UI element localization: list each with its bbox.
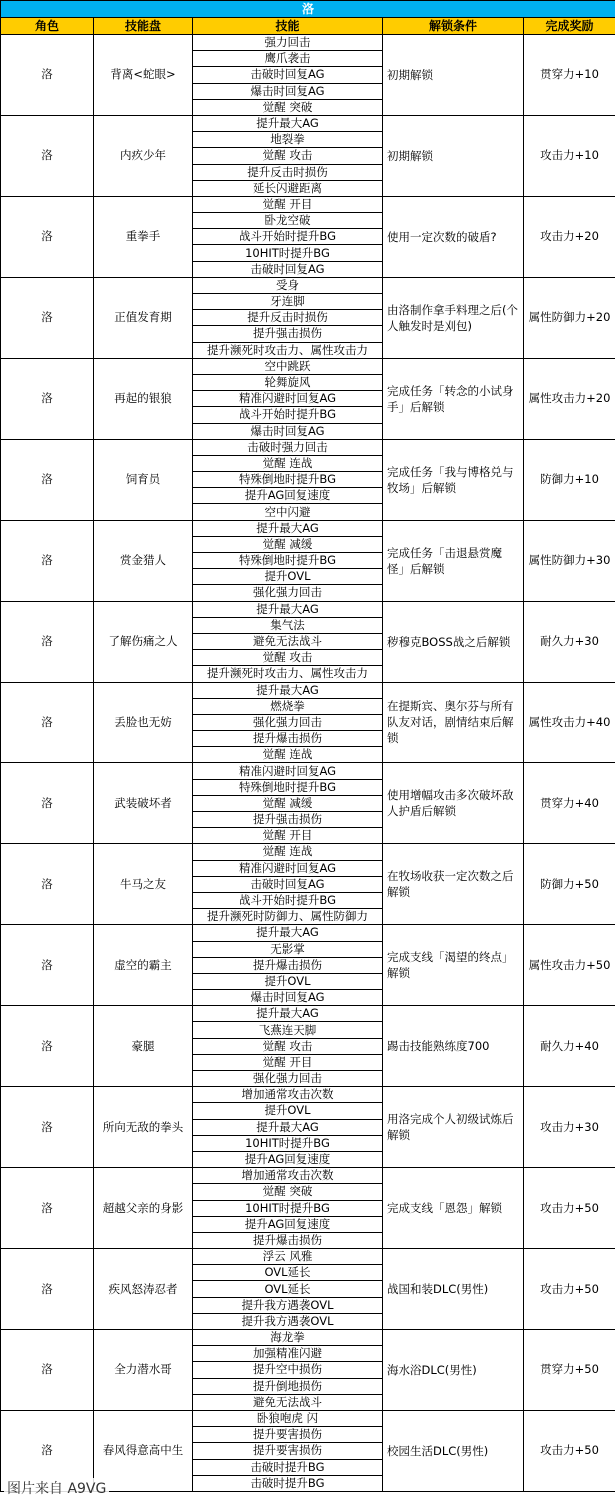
reward-cell: 贯穿力+10 [524, 35, 615, 116]
table-row [1, 1006, 615, 1022]
skill-cell: 卧龙空破 [193, 213, 383, 229]
skill-disc-cell: 牛马之友 [94, 844, 193, 925]
skill-cell: 提升濒死时攻击力、属性攻击力 [193, 666, 383, 682]
skill-cell: OVL延长 [193, 1281, 383, 1297]
character-cell: 洛 [1, 925, 94, 1006]
reward-cell: 属性攻击力+50 [524, 925, 615, 1006]
reward-cell: 属性攻击力+40 [524, 682, 615, 763]
unlock-condition-cell: 在牧场收获一定次数之后解锁 [383, 844, 524, 925]
skill-disc-cell: 赏金猎人 [94, 520, 193, 601]
header-character: 角色 [1, 18, 94, 35]
unlock-condition-cell: 完成支线「恩怨」解锁 [383, 1168, 524, 1249]
table-row [1, 1087, 615, 1103]
skill-disc-cell: 疾风怒涛忍者 [94, 1249, 193, 1330]
unlock-condition-cell: 校园生活DLC(男性) [383, 1410, 524, 1491]
skill-disc-cell: 武装破坏者 [94, 763, 193, 844]
reward-cell: 贯穿力+50 [524, 1330, 615, 1411]
skill-cell: 战斗开始时提升BG [193, 892, 383, 908]
skill-cell: 提升AG回复速度 [193, 1216, 383, 1232]
table-row [1, 520, 615, 536]
skill-cell: 特殊倒地时提升BG [193, 472, 383, 488]
skill-cell: 提升AG回复速度 [193, 1151, 383, 1167]
character-cell: 洛 [1, 682, 94, 763]
unlock-condition-cell: 踢击技能熟练度700 [383, 1006, 524, 1087]
character-cell: 洛 [1, 277, 94, 358]
skill-cell: 延长闪避距离 [193, 180, 383, 196]
skill-cell: 提升最大AG [193, 1119, 383, 1135]
table-row [1, 1330, 615, 1346]
skill-disc-cell: 豪腿 [94, 1006, 193, 1087]
reward-cell: 攻击力+30 [524, 1087, 615, 1168]
character-cell: 洛 [1, 763, 94, 844]
skill-cell: 强化强力回击 [193, 714, 383, 730]
unlock-condition-cell: 由洛制作拿手料理之后(个人触发时是刈包) [383, 277, 524, 358]
skill-cell: 提升AG回复速度 [193, 488, 383, 504]
table-row [1, 358, 615, 374]
skill-cell: 提升强击损伤 [193, 326, 383, 342]
character-cell: 洛 [1, 520, 94, 601]
reward-cell: 攻击力+50 [524, 1410, 615, 1491]
table-row [1, 682, 615, 698]
skill-cell: 特殊倒地时提升BG [193, 553, 383, 569]
skill-cell: 避免无法战斗 [193, 1394, 383, 1410]
table-row [1, 763, 615, 779]
reward-cell: 属性防御力+20 [524, 277, 615, 358]
table-row [1, 844, 615, 860]
reward-cell: 防御力+10 [524, 439, 615, 520]
skill-cell: 击破时提升BG [193, 1475, 383, 1491]
skill-cell: 集气法 [193, 617, 383, 633]
skill-cell: 浮云 风雅 [193, 1249, 383, 1265]
character-cell: 洛 [1, 439, 94, 520]
unlock-condition-cell: 完成任务「击退悬赏魔怪」后解锁 [383, 520, 524, 601]
unlock-condition-cell: 海水浴DLC(男性) [383, 1330, 524, 1411]
table-row [1, 925, 615, 941]
table-row [1, 1249, 615, 1265]
unlock-condition-cell: 使用一定次数的破盾? [383, 196, 524, 277]
reward-cell: 攻击力+10 [524, 115, 615, 196]
unlock-condition-cell: 初期解锁 [383, 115, 524, 196]
source-watermark: 图片来自 A9VG [4, 1478, 109, 1498]
skill-cell: 觉醒 减缓 [193, 536, 383, 552]
skill-cell: 提升最大AG [193, 1006, 383, 1022]
skill-disc-cell: 丢脸也无妨 [94, 682, 193, 763]
skill-disc-cell: 了解伤痛之人 [94, 601, 193, 682]
skill-cell: 提升OVL [193, 973, 383, 989]
skill-disc-cell: 超越父亲的身影 [94, 1168, 193, 1249]
skill-cell: 战斗开始时提升BG [193, 229, 383, 245]
unlock-condition-cell: 完成任务「转念的小试身手」后解锁 [383, 358, 524, 439]
skill-cell: 空中跳跃 [193, 358, 383, 374]
unlock-condition-cell: 战国和装DLC(男性) [383, 1249, 524, 1330]
skill-cell: OVL延长 [193, 1265, 383, 1281]
character-cell: 洛 [1, 35, 94, 116]
reward-cell: 属性防御力+30 [524, 520, 615, 601]
skill-cell: 牙连脚 [193, 294, 383, 310]
reward-cell: 贯穿力+40 [524, 763, 615, 844]
character-cell: 洛 [1, 844, 94, 925]
skill-cell: 10HIT时提升BG [193, 1200, 383, 1216]
table-row [1, 35, 615, 51]
skill-cell: 爆击时回复AG [193, 990, 383, 1006]
skill-cell: 受身 [193, 277, 383, 293]
skill-cell: 避免无法战斗 [193, 633, 383, 649]
table-row [1, 439, 615, 455]
character-cell: 洛 [1, 601, 94, 682]
skill-cell: 提升最大AG [193, 115, 383, 131]
character-cell: 洛 [1, 1006, 94, 1087]
skill-cell: 提升OVL [193, 569, 383, 585]
table-row [1, 601, 615, 617]
skill-cell: 觉醒 攻击 [193, 148, 383, 164]
header-row [1, 18, 615, 35]
table-row [1, 1168, 615, 1184]
table-row [1, 1410, 615, 1426]
skill-cell: 提升空中损伤 [193, 1362, 383, 1378]
skill-disc-cell: 虚空的霸主 [94, 925, 193, 1006]
table-row [1, 115, 615, 131]
skill-cell: 击破时强力回击 [193, 439, 383, 455]
character-cell: 洛 [1, 1087, 94, 1168]
reward-cell: 属性攻击力+20 [524, 358, 615, 439]
reward-cell: 耐久力+40 [524, 1006, 615, 1087]
skill-cell: 提升最大AG [193, 520, 383, 536]
skill-cell: 觉醒 连战 [193, 844, 383, 860]
skill-cell: 觉醒 开目 [193, 196, 383, 212]
skill-disc-cell: 全力潜水哥 [94, 1330, 193, 1411]
skill-cell: 10HIT时提升BG [193, 1135, 383, 1151]
skill-cell: 觉醒 攻击 [193, 1038, 383, 1054]
character-cell: 洛 [1, 196, 94, 277]
unlock-condition-cell: 完成任务「我与博格兑与牧场」后解锁 [383, 439, 524, 520]
skill-cell: 觉醒 开目 [193, 1054, 383, 1070]
skill-cell: 加强精准闪避 [193, 1346, 383, 1362]
skill-cell: 海龙拳 [193, 1330, 383, 1346]
skill-cell: 精准闪避时回复AG [193, 860, 383, 876]
skill-cell: 强化强力回击 [193, 1071, 383, 1087]
unlock-condition-cell: 秽穆克BOSS战之后解锁 [383, 601, 524, 682]
skill-cell: 提升我方遇袭OVL [193, 1297, 383, 1313]
character-cell: 洛 [1, 358, 94, 439]
skill-cell: 精准闪避时回复AG [193, 763, 383, 779]
reward-cell: 耐久力+30 [524, 601, 615, 682]
character-cell: 洛 [1, 1249, 94, 1330]
skill-cell: 提升最大AG [193, 601, 383, 617]
skill-cell: 觉醒 突破 [193, 99, 383, 115]
character-cell: 洛 [1, 115, 94, 196]
skill-cell: 无影掌 [193, 941, 383, 957]
skill-cell: 觉醒 减缓 [193, 795, 383, 811]
skill-cell: 提升最大AG [193, 925, 383, 941]
skill-cell: 提升爆击损伤 [193, 957, 383, 973]
skill-cell: 觉醒 攻击 [193, 650, 383, 666]
skill-cell: 爆击时回复AG [193, 83, 383, 99]
skill-cell: 提升我方遇袭OVL [193, 1313, 383, 1329]
reward-cell: 防御力+50 [524, 844, 615, 925]
unlock-condition-cell: 使用增幅攻击多次破坏敌人护盾后解锁 [383, 763, 524, 844]
skill-cell: 飞燕连天脚 [193, 1022, 383, 1038]
skill-cell: 燃烧拳 [193, 698, 383, 714]
header-reward: 完成奖励 [524, 18, 615, 35]
skill-cell: 特殊倒地时提升BG [193, 779, 383, 795]
skill-disc-cell: 正值发育期 [94, 277, 193, 358]
header-skill-disc: 技能盘 [94, 18, 193, 35]
skill-disc-cell: 饲育员 [94, 439, 193, 520]
skill-cell: 空中闪避 [193, 504, 383, 520]
skill-cell: 提升倒地损伤 [193, 1378, 383, 1394]
skill-cell: 强力回击 [193, 35, 383, 51]
skill-cell: 强化强力回击 [193, 585, 383, 601]
skill-cell: 觉醒 连战 [193, 747, 383, 763]
unlock-condition-cell: 完成支线「渴望的终点」解锁 [383, 925, 524, 1006]
reward-cell: 攻击力+50 [524, 1249, 615, 1330]
skill-cell: 提升反击时损伤 [193, 310, 383, 326]
skill-cell: 击破时提升BG [193, 1459, 383, 1475]
skill-disc-cell: 内疚少年 [94, 115, 193, 196]
skill-cell: 提升濒死时攻击力、属性攻击力 [193, 342, 383, 358]
skill-cell: 提升反击时损伤 [193, 164, 383, 180]
skill-disc-cell: 春风得意高中生 [94, 1410, 193, 1491]
skill-cell: 击破时回复AG [193, 876, 383, 892]
skill-cell: 提升要害损伤 [193, 1443, 383, 1459]
unlock-condition-cell: 用洛完成个人初级试炼后解锁 [383, 1087, 524, 1168]
skill-disc-cell: 重拳手 [94, 196, 193, 277]
reward-cell: 攻击力+50 [524, 1168, 615, 1249]
skill-cell: 提升爆击损伤 [193, 731, 383, 747]
skill-disc-cell: 再起的银狼 [94, 358, 193, 439]
header-skill: 技能 [193, 18, 383, 35]
skill-cell: 提升濒死时防御力、属性防御力 [193, 909, 383, 925]
character-cell: 洛 [1, 1168, 94, 1249]
skill-cell: 轮舞旋风 [193, 374, 383, 390]
skill-cell: 战斗开始时提升BG [193, 407, 383, 423]
skill-cell: 精准闪避时回复AG [193, 391, 383, 407]
reward-cell: 攻击力+20 [524, 196, 615, 277]
skill-disc-cell: 所向无敌的拳头 [94, 1087, 193, 1168]
skill-disc-cell: 背离<蛇眼> [94, 35, 193, 116]
skill-cell: 提升最大AG [193, 682, 383, 698]
skill-cell: 觉醒 连战 [193, 455, 383, 471]
skill-cell: 卧狼咆虎 闪 [193, 1410, 383, 1426]
header-unlock-condition: 解锁条件 [383, 18, 524, 35]
skill-cell: 提升爆击损伤 [193, 1232, 383, 1248]
character-cell: 洛 [1, 1410, 94, 1491]
skill-cell: 地裂拳 [193, 132, 383, 148]
skill-cell: 爆击时回复AG [193, 423, 383, 439]
skill-cell: 击破时回复AG [193, 261, 383, 277]
unlock-condition-cell: 初期解锁 [383, 35, 524, 116]
skill-cell: 觉醒 开目 [193, 828, 383, 844]
unlock-condition-cell: 在提斯宾、奥尔芬与所有队友对话，剧情结束后解锁 [383, 682, 524, 763]
skill-cell: 鹰爪袭击 [193, 51, 383, 67]
skill-cell: 击破时回复AG [193, 67, 383, 83]
skill-cell: 提升要害损伤 [193, 1427, 383, 1443]
title-row [1, 1, 615, 18]
skill-cell: 增加通常攻击次数 [193, 1168, 383, 1184]
skill-cell: 提升强击损伤 [193, 812, 383, 828]
table-row [1, 277, 615, 293]
table-row [1, 196, 615, 212]
skill-cell: 觉醒 突破 [193, 1184, 383, 1200]
skill-cell: 10HIT时提升BG [193, 245, 383, 261]
skill-cell: 提升OVL [193, 1103, 383, 1119]
skill-cell: 增加通常攻击次数 [193, 1087, 383, 1103]
table-title: 洛 [1, 1, 615, 18]
character-cell: 洛 [1, 1330, 94, 1411]
